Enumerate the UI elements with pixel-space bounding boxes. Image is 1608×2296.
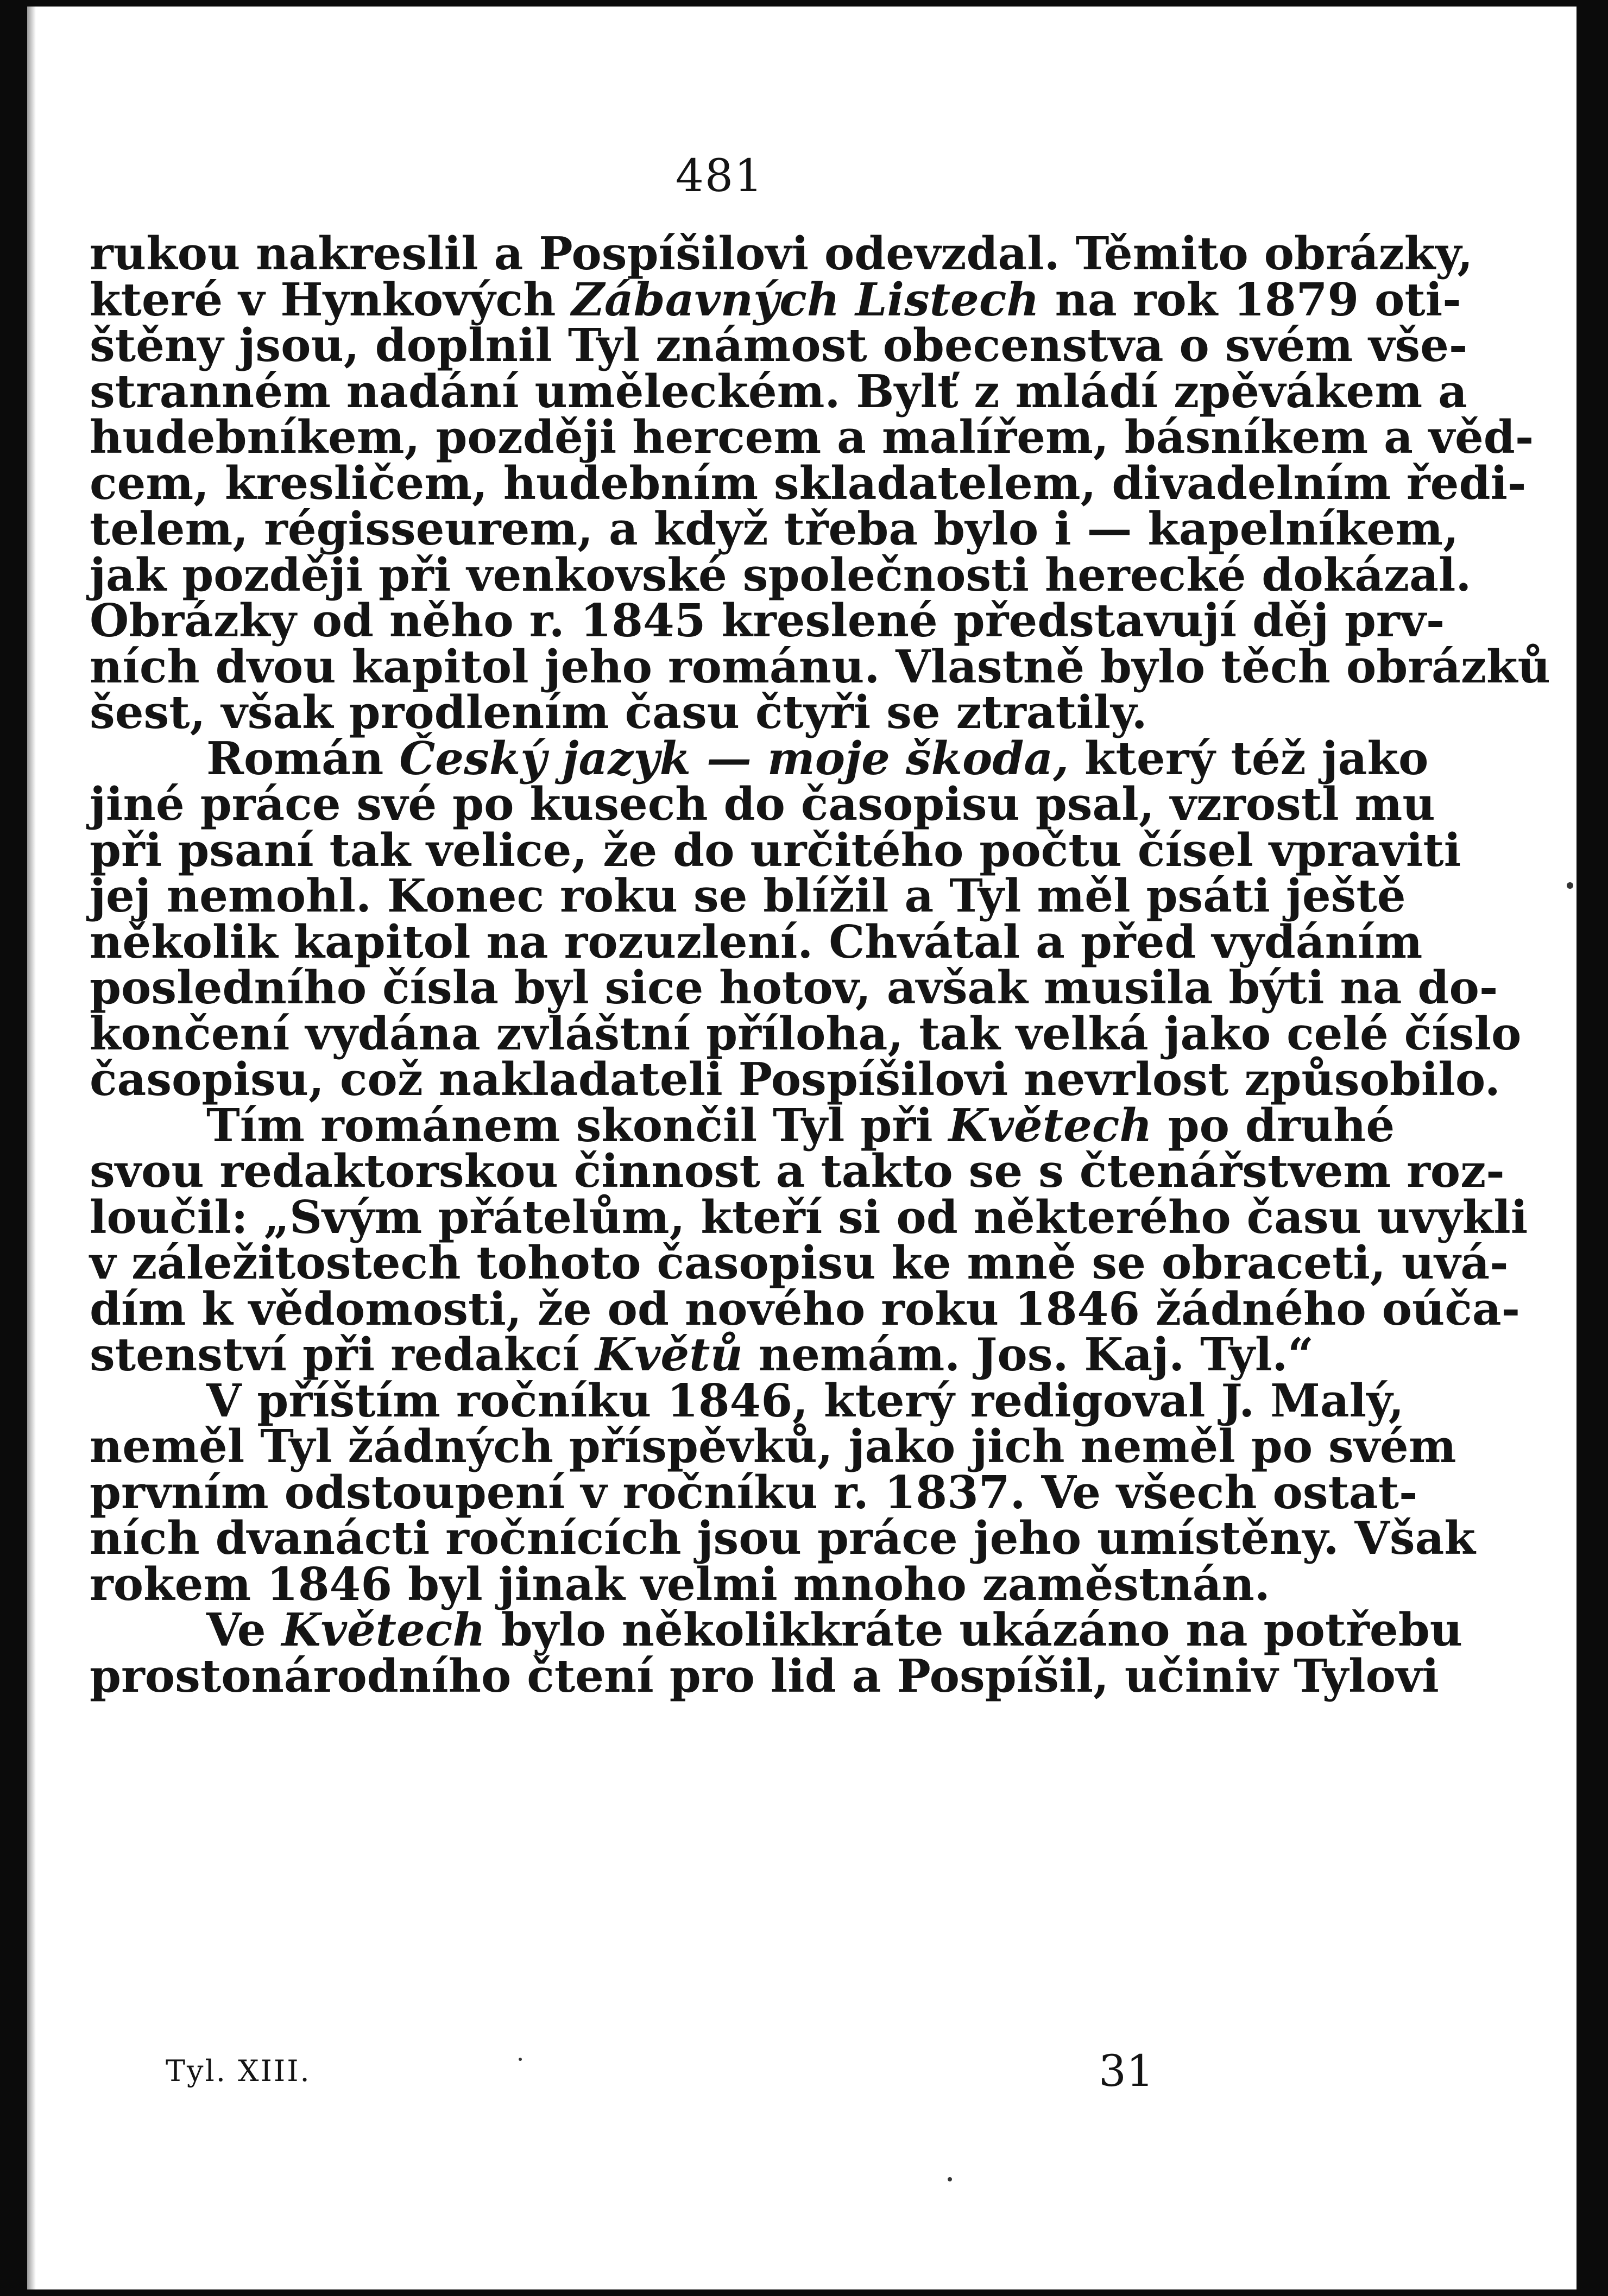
text-line (90, 594, 1445, 647)
text-line (90, 1420, 1456, 1473)
text-line (90, 364, 1467, 418)
text-run: končení vydána zvláštní příloha, tak velká jako celé číslo (90, 1007, 1522, 1060)
text-run: štěny jsou, doplnil Tyl známost obecenstva o svém vše- (90, 319, 1468, 372)
text-line (90, 1649, 1439, 1703)
text-run: neměl Tyl žádných příspěvků, jako jich neměl po svém (90, 1420, 1456, 1473)
text-run: několik kapitol na rozuzlení. Chvátal a před vydáním (90, 915, 1423, 969)
text-line (90, 1603, 1463, 1656)
italic-title: Květech (948, 1098, 1152, 1152)
binding-shadow (27, 7, 36, 2289)
text-run: telem, régisseurem, a když třeba bylo i — kapelníkem, (90, 502, 1459, 555)
text-line (90, 319, 1468, 372)
text-run: jej nemohl. Konec roku se blížil a Tyl měl psáti ještě (90, 869, 1406, 922)
text-run: Obrázky od něho r. 1845 kreslené představují děj prv- (90, 594, 1445, 647)
text-run: ních dvou kapitol jeho románu. Vlastně bylo těch obrázků (90, 640, 1550, 693)
text-line (90, 273, 1461, 326)
text-line (90, 548, 1472, 602)
text-run: Román (206, 731, 400, 785)
text-run: na rok 1879 oti- (1039, 273, 1461, 326)
text-run: svou redaktorskou činnost a takto se s čtenářstvem roz- (90, 1144, 1505, 1198)
text-run: stranném nadání uměleckém. Bylť z mládí zpěvákem a (90, 364, 1467, 418)
text-run: v záležitostech tohoto časopisu ke mně se obraceti, uvá- (90, 1236, 1509, 1289)
italic-title: Zábavných Listech (571, 273, 1039, 326)
scan-speck (1567, 882, 1573, 889)
footer-signature: Tyl. XIII. (166, 2054, 311, 2088)
text-line (90, 1282, 1521, 1336)
page-number: 481 (675, 150, 764, 202)
text-run: posledního čísla byl sice hotov, avšak musila býti na do- (90, 961, 1498, 1014)
text-line (90, 1511, 1475, 1565)
text-line (90, 777, 1435, 831)
text-run: při psaní tak velice, že do určitého počtu čísel vpraviti (90, 823, 1461, 877)
text-run: prvním odstoupení v ročníku r. 1837. Ve všech ostat- (90, 1465, 1418, 1519)
text-run: bylo několikkráte ukázáno na potřebu (485, 1603, 1463, 1656)
italic-title: Květech (281, 1603, 485, 1656)
text-line (90, 410, 1534, 464)
text-line (90, 686, 1360, 739)
paragraph (90, 227, 1550, 739)
body-text (90, 227, 1550, 1703)
text-run: rokem 1846 byl jinak velmi mnoho zaměstnán. (90, 1557, 1270, 1611)
text-line (90, 1557, 1360, 1611)
text-run: Tím románem skončil Tyl při (206, 1098, 949, 1152)
paragraph (90, 1098, 1528, 1381)
text-run: prostonárodního čtení pro lid a Pospíšil, učiniv Tylovi (90, 1649, 1439, 1703)
text-line (90, 823, 1461, 877)
paragraph (90, 731, 1522, 1106)
page-footer (166, 2047, 1197, 2096)
text-line (90, 731, 1429, 785)
text-line (90, 915, 1423, 969)
text-run: rukou nakreslil a Pospíšilovi odevzdal. Těmito obrázky, (90, 227, 1473, 280)
text-line (90, 1465, 1418, 1519)
text-run: šest, však prodlením času čtyři se ztratily. (90, 686, 1147, 739)
text-line (90, 227, 1473, 280)
footer-sheet-number: 31 (1099, 2046, 1154, 2096)
text-line (90, 640, 1550, 693)
paragraph (90, 1603, 1463, 1703)
text-line (90, 1007, 1522, 1060)
scan-speck (948, 2177, 952, 2181)
text-line (90, 1236, 1509, 1289)
text-line (90, 1053, 1500, 1106)
text-run: stenství při redakcí (90, 1328, 595, 1381)
text-line (90, 1144, 1505, 1198)
text-line (90, 1190, 1528, 1244)
text-run: loučil: „Svým přátelům, kteří si od některého času uvykli (90, 1190, 1528, 1244)
text-run: cem, kresličem, hudebním skladatelem, divadelním ředi- (90, 456, 1527, 510)
italic-title: Český jazyk — moje škoda, (399, 731, 1069, 785)
text-run: který též jako (1069, 731, 1429, 785)
text-run: jiné práce své po kusech do časopisu psal, vzrostl mu (90, 777, 1435, 831)
text-line (90, 961, 1498, 1014)
scan-speck (519, 2058, 522, 2061)
text-run: nemám. Jos. Kaj. Tyl.“ (742, 1328, 1314, 1381)
text-line (90, 1374, 1404, 1427)
text-run: které v Hynkových (90, 273, 572, 326)
text-run: po druhé (1152, 1098, 1395, 1152)
text-line (90, 869, 1406, 922)
text-line (90, 456, 1527, 510)
text-run: ních dvanácti ročnících jsou práce jeho umístěny. Však (90, 1511, 1475, 1565)
italic-title: Květů (595, 1328, 743, 1381)
text-run: V příštím ročníku 1846, který redigoval J. Malý, (206, 1374, 1404, 1427)
paragraph (90, 1374, 1475, 1611)
text-run: dím k vědomosti, že od nového roku 1846 žádného oúča- (90, 1282, 1521, 1336)
text-line (90, 1328, 1360, 1381)
text-run: jak později při venkovské společnosti herecké dokázal. (90, 548, 1472, 602)
text-line (90, 1098, 1395, 1152)
text-run: Ve (206, 1603, 282, 1656)
text-line (90, 502, 1459, 555)
text-run: hudebníkem, později hercem a malířem, básníkem a věd- (90, 410, 1534, 464)
text-run: časopisu, což nakladateli Pospíšilovi nevrlost způsobilo. (90, 1053, 1500, 1106)
